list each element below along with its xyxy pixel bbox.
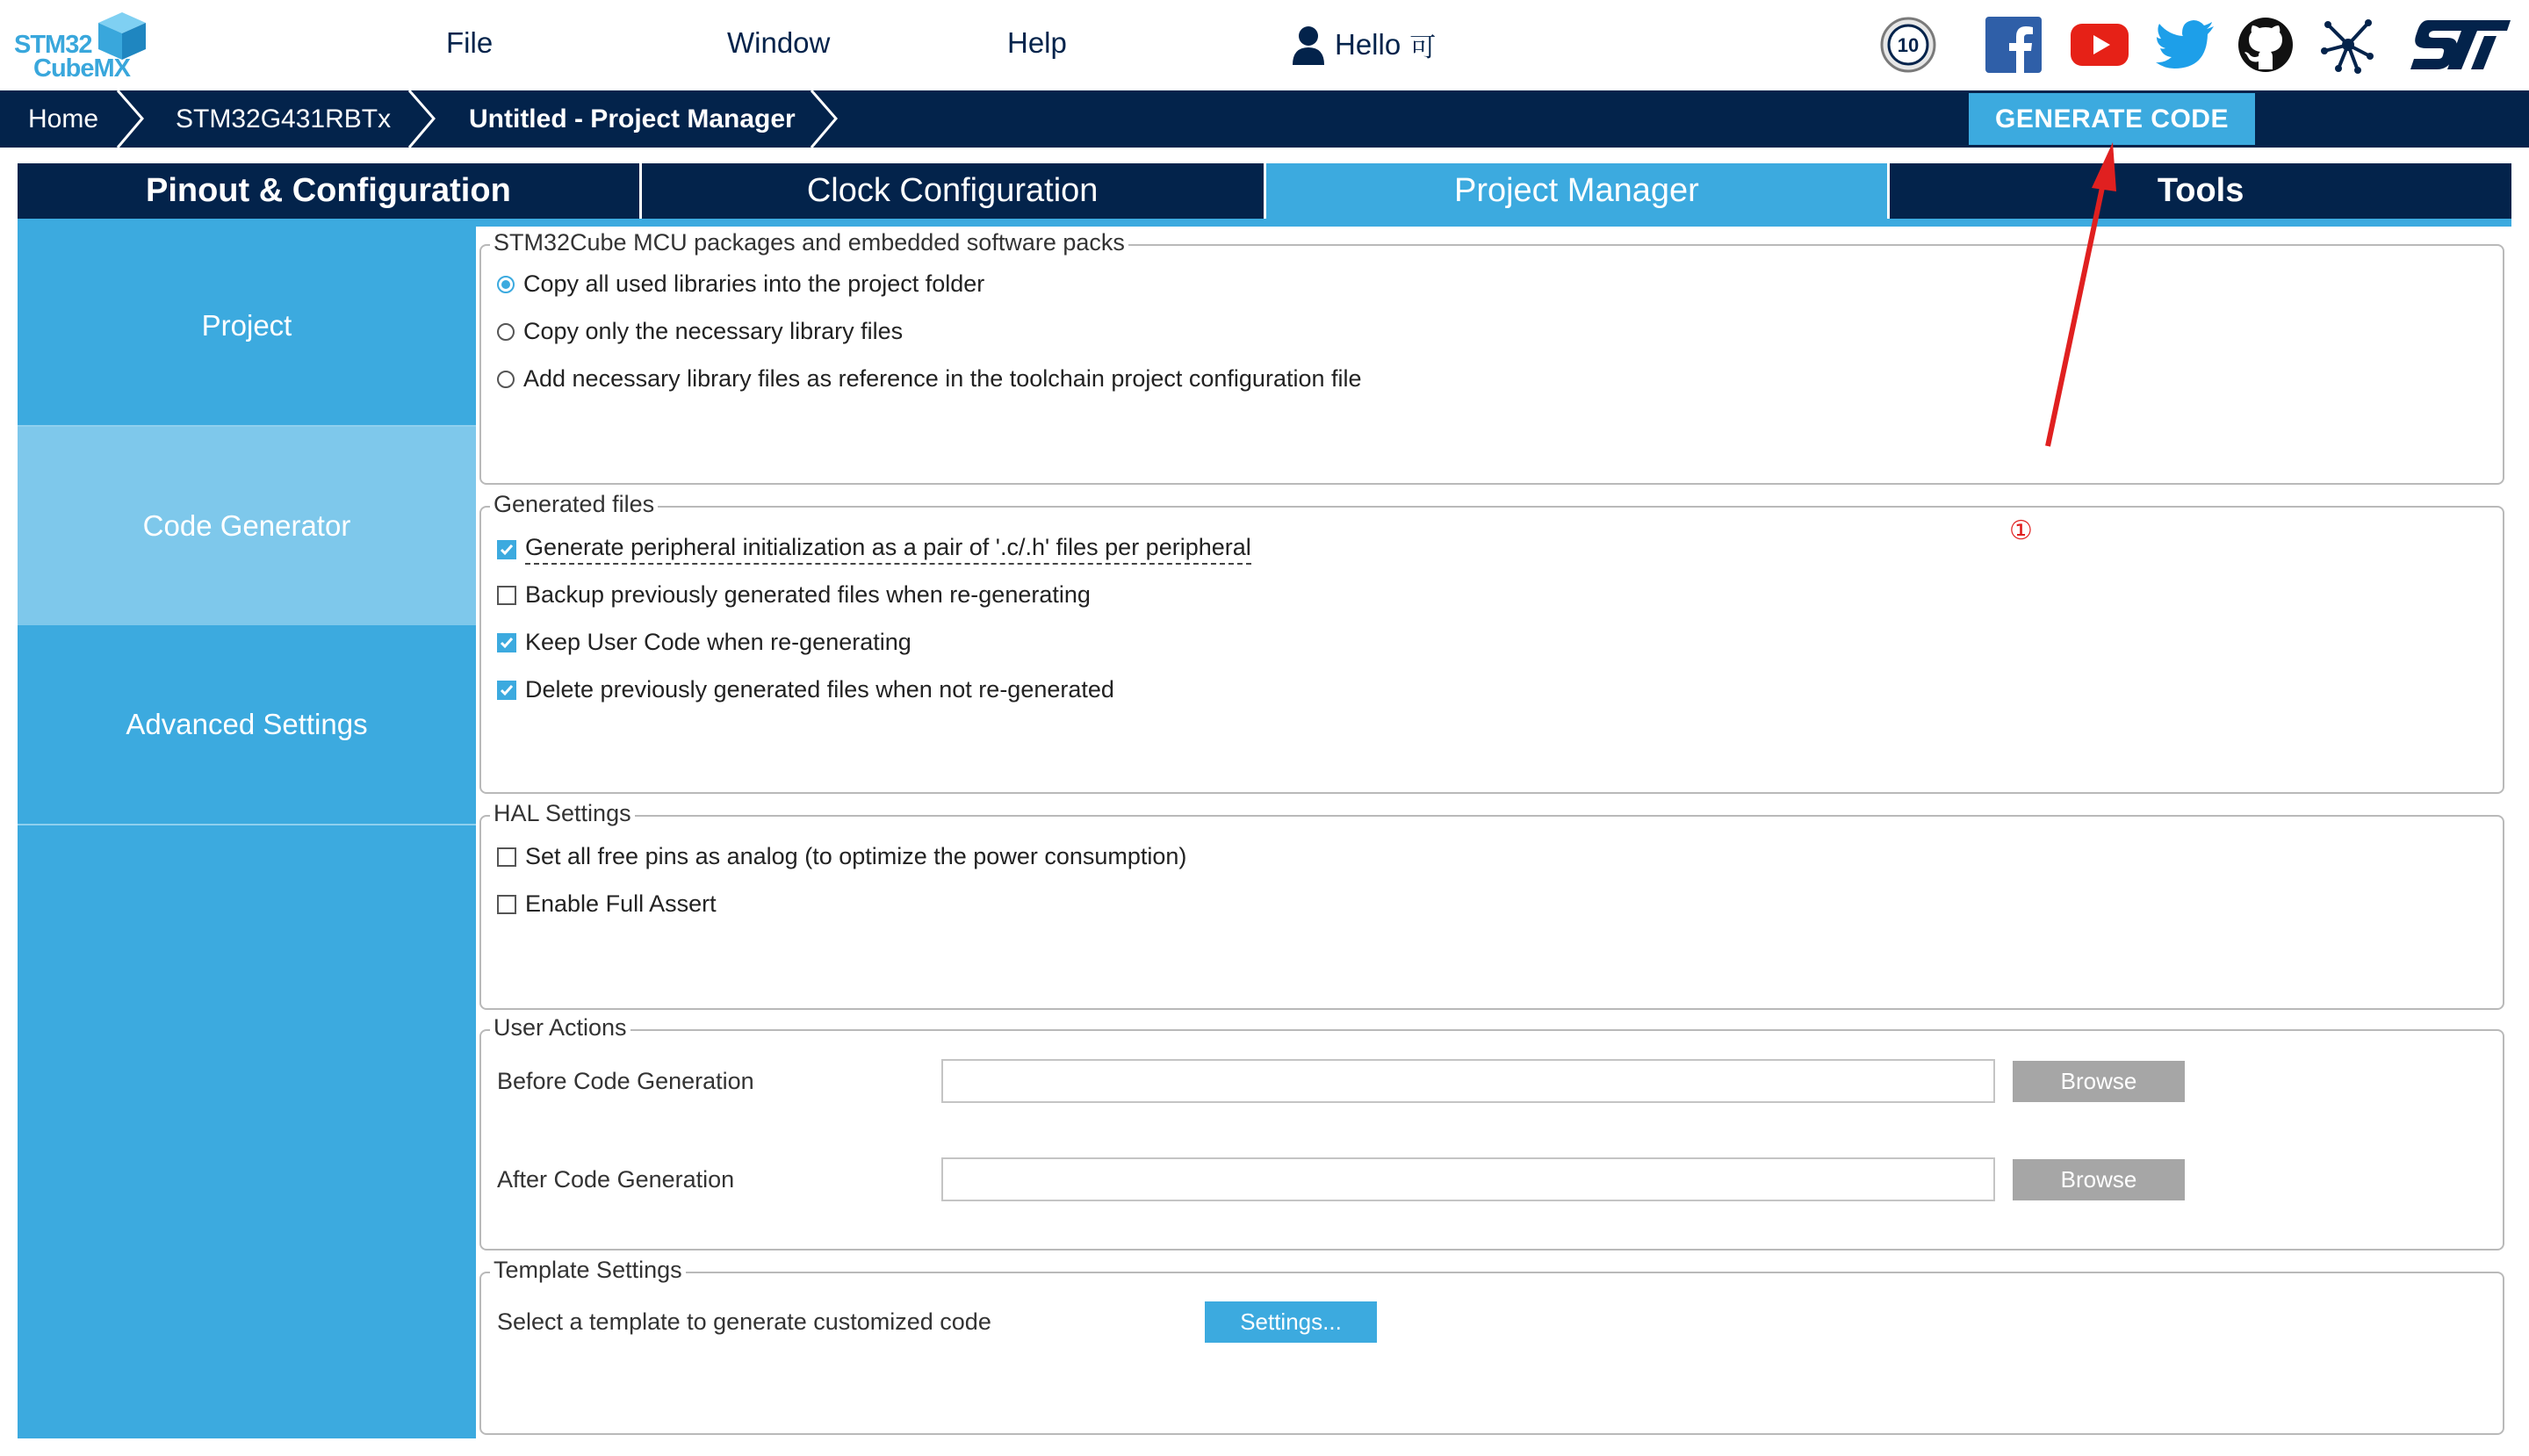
user-name: 可 — [1409, 33, 1437, 62]
user-actions-legend: User Actions — [490, 1014, 630, 1042]
hal-settings-legend: HAL Settings — [490, 800, 635, 827]
logo-text-cubemx: CubeMX — [33, 54, 130, 83]
option-label: Copy only the necessary library files — [523, 318, 904, 344]
menu-file[interactable]: File — [446, 26, 494, 59]
generate-code-button[interactable]: GENERATE CODE — [1969, 93, 2255, 145]
tab-tools[interactable]: Tools — [1890, 163, 2511, 219]
annotation-arrow-shaft — [2048, 179, 2104, 446]
before-browse-button[interactable]: Browse — [2013, 1061, 2185, 1102]
hello-label: Hello — [1335, 28, 1401, 61]
after-generation-label: After Code Generation — [497, 1166, 735, 1193]
template-label: Select a template to generate customized code — [497, 1308, 991, 1335]
sidebar-item-project[interactable]: Project — [201, 309, 292, 342]
sidebar-item-code-generator[interactable]: Code Generator — [18, 427, 476, 625]
menu-window[interactable]: Window — [727, 26, 831, 59]
tab-pinout-configuration[interactable]: Pinout & Configuration — [18, 163, 642, 219]
option-label: Set all free pins as analog (to optimize the power consumption) — [525, 843, 1187, 869]
before-generation-label: Before Code Generation — [497, 1068, 754, 1094]
option-label: Generate peripheral initialization as a pair of '.c/.h' files per peripheral — [525, 534, 1251, 565]
tab-project-manager[interactable]: Project Manager — [1266, 163, 1891, 219]
menu-help[interactable]: Help — [1007, 26, 1067, 59]
breadcrumb-project[interactable]: Untitled - Project Manager — [469, 105, 796, 133]
option-label: Copy all used libraries into the project folder — [523, 270, 985, 297]
breadcrumb-home[interactable]: Home — [28, 105, 99, 133]
logo-text-stm32: STM32 — [14, 31, 92, 59]
packages-legend: STM32Cube MCU packages and embedded software packs — [490, 229, 1128, 256]
option-label: Delete previously generated files when not re-generated — [525, 676, 1114, 703]
sidebar-item-advanced-settings[interactable]: Advanced Settings — [126, 708, 368, 740]
option-label: Enable Full Assert — [525, 890, 717, 917]
after-browse-button[interactable]: Browse — [2013, 1159, 2185, 1200]
generated-files-legend: Generated files — [490, 491, 658, 518]
anniversary-badge-text: 10 — [1897, 34, 1920, 56]
option-label: Keep User Code when re-generating — [525, 629, 911, 655]
option-label: Backup previously generated files when re-generating — [525, 581, 1091, 608]
option-label: Add necessary library files as reference in the toolchain project configuration file — [523, 365, 1362, 392]
breadcrumb-device[interactable]: STM32G431RBTx — [176, 105, 392, 133]
annotation-arrow-head — [2092, 142, 2116, 191]
template-settings-legend: Template Settings — [490, 1257, 686, 1284]
annotation-marker: ① — [2009, 516, 2033, 545]
template-settings-button[interactable]: Settings... — [1205, 1301, 1377, 1343]
tab-clock-configuration[interactable]: Clock Configuration — [642, 163, 1266, 219]
